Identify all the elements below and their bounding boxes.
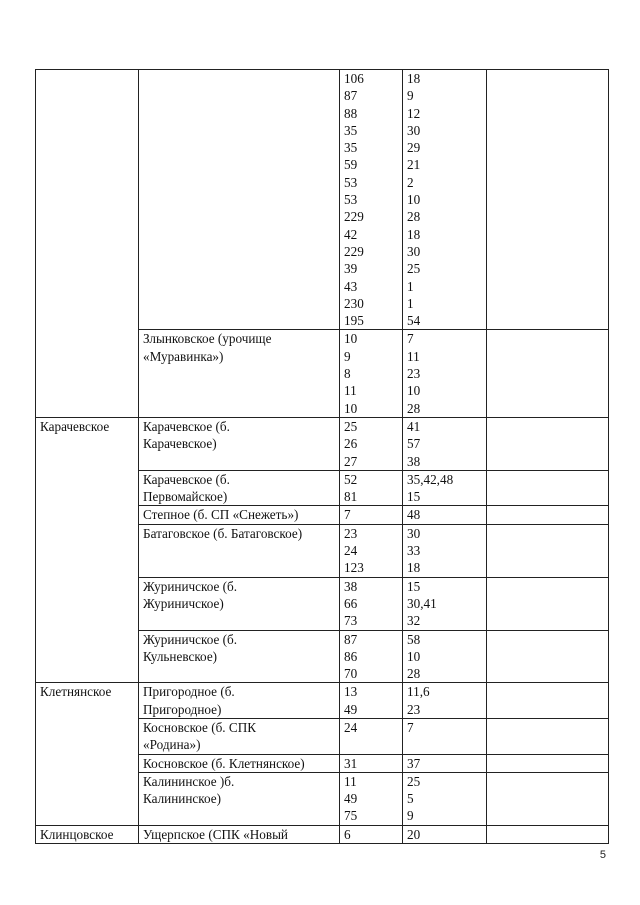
section-number: 81 <box>344 489 358 505</box>
settlement-cell <box>139 577 340 630</box>
lot-numbers-cell <box>403 754 487 772</box>
section-numbers-cell <box>340 683 403 719</box>
lot-number: 37 <box>407 755 421 771</box>
lot-number: 54 <box>407 313 421 329</box>
lot-number: 30 <box>407 122 421 138</box>
lot-number: 25 <box>407 773 421 789</box>
section-number: 39 <box>344 261 358 277</box>
lot-number: 7 <box>407 719 414 735</box>
district-cell: Клетнянское <box>36 683 139 825</box>
district-cell <box>36 70 139 418</box>
section-number: 13 <box>344 684 358 700</box>
lot-number: 35,42,48 <box>407 471 454 487</box>
settlement-line: Карачевское (б. <box>143 471 230 487</box>
section-number: 88 <box>344 105 358 121</box>
lot-numbers-cell <box>403 718 487 754</box>
settlement-line: Пригородное) <box>143 701 222 717</box>
section-number: 230 <box>344 295 364 311</box>
lot-number: 18 <box>407 226 421 242</box>
settlement-cell: Батаговское (б. Батаговское) <box>139 524 340 577</box>
empty-cell <box>487 330 609 417</box>
section-number: 75 <box>344 808 358 824</box>
settlement-line: «Муравинка») <box>143 348 224 364</box>
lot-number: 18 <box>407 71 421 86</box>
section-number: 106 <box>344 71 364 86</box>
section-number: 11 <box>344 773 357 789</box>
settlement-cell: Степное (б. СП «Снежеть») <box>139 506 340 524</box>
section-numbers-cell <box>340 630 403 683</box>
lot-numbers-cell <box>403 683 487 719</box>
lot-number: 1 <box>407 278 414 294</box>
section-number: 87 <box>344 88 358 104</box>
settlement-line: Журиничское (б. <box>143 631 238 647</box>
lot-number: 5 <box>407 791 414 807</box>
lot-number: 9 <box>407 88 414 104</box>
settlement-line: «Родина») <box>143 737 201 753</box>
section-number: 53 <box>344 192 358 208</box>
lot-number: 11,6 <box>407 684 430 700</box>
lot-numbers-cell <box>403 825 487 843</box>
lot-number: 9 <box>407 808 414 824</box>
section-number: 23 <box>344 525 358 541</box>
lot-number: 18 <box>407 560 421 576</box>
empty-cell <box>487 577 609 630</box>
lot-number: 25 <box>407 261 421 277</box>
section-number: 52 <box>344 471 358 487</box>
section-number: 35 <box>344 140 358 156</box>
section-number: 86 <box>344 648 358 664</box>
lot-number: 23 <box>407 701 421 717</box>
lot-number: 21 <box>407 157 421 173</box>
district-cell: Карачевское <box>36 417 139 682</box>
settlement-line: Кульневское) <box>143 648 218 664</box>
lot-numbers-cell <box>403 330 487 417</box>
settlement-cell: Ущерпское (СПК «Новый <box>139 825 340 843</box>
lot-number: 7 <box>407 331 414 347</box>
section-number: 10 <box>344 400 358 416</box>
section-number: 7 <box>344 507 351 523</box>
settlement-cell <box>139 772 340 825</box>
section-number: 53 <box>344 174 358 190</box>
district-cell: Клинцовское <box>36 825 139 843</box>
lot-number: 23 <box>407 366 421 382</box>
settlement-cell <box>139 630 340 683</box>
section-number: 11 <box>344 383 357 399</box>
lot-number: 2 <box>407 174 414 190</box>
section-number: 24 <box>344 719 358 735</box>
lot-number: 28 <box>407 666 421 682</box>
empty-cell <box>487 825 609 843</box>
lot-number: 20 <box>407 826 421 842</box>
table-row <box>36 825 609 843</box>
section-number: 8 <box>344 366 351 382</box>
page-number: 5 <box>599 849 606 861</box>
lot-number: 11 <box>407 348 420 364</box>
lot-numbers-cell <box>403 577 487 630</box>
section-number: 87 <box>344 631 358 647</box>
lot-number: 41 <box>407 418 421 434</box>
section-number: 49 <box>344 791 358 807</box>
section-number: 70 <box>344 666 358 682</box>
lot-number: 12 <box>407 105 421 121</box>
lot-numbers-cell <box>403 506 487 524</box>
settlement-line: Злынковское (урочище <box>143 331 272 347</box>
section-number: 38 <box>344 578 358 594</box>
section-number: 27 <box>344 453 358 469</box>
lot-number: 15 <box>407 489 421 505</box>
section-number: 229 <box>344 209 364 225</box>
settlement-line: Калининское )б. <box>143 773 235 789</box>
settlement-cell: Косновское (б. Клетнянское) <box>139 754 340 772</box>
settlement-cell <box>139 417 340 470</box>
settlement-line: Карачевское) <box>143 436 217 452</box>
section-number: 66 <box>344 595 358 611</box>
empty-cell <box>487 70 609 330</box>
lot-number: 10 <box>407 648 421 664</box>
section-number: 9 <box>344 348 351 364</box>
empty-cell <box>487 718 609 754</box>
section-number: 10 <box>344 331 358 347</box>
section-number: 43 <box>344 278 358 294</box>
lot-number: 57 <box>407 436 421 452</box>
settlement-cell <box>139 330 340 417</box>
empty-cell <box>487 683 609 719</box>
settlement-line: Журиничское (б. <box>143 578 238 594</box>
settlement-cell <box>139 70 340 330</box>
section-numbers-cell <box>340 330 403 417</box>
section-number: 73 <box>344 613 358 629</box>
settlement-cell <box>139 718 340 754</box>
empty-cell <box>487 506 609 524</box>
lot-number: 32 <box>407 613 421 629</box>
section-numbers-cell <box>340 754 403 772</box>
lot-number: 28 <box>407 209 421 225</box>
section-number: 31 <box>344 755 358 771</box>
lot-number: 29 <box>407 140 421 156</box>
section-numbers-cell <box>340 718 403 754</box>
lot-number: 48 <box>407 507 421 523</box>
table-row <box>36 70 609 330</box>
lot-number: 38 <box>407 453 421 469</box>
lot-numbers-cell <box>403 524 487 577</box>
section-numbers-cell <box>340 470 403 506</box>
table-row <box>36 683 609 719</box>
section-number: 26 <box>344 436 358 452</box>
settlement-line: Пригородное (б. <box>143 684 235 700</box>
section-number: 229 <box>344 243 364 259</box>
section-number: 25 <box>344 418 358 434</box>
lot-number: 33 <box>407 543 421 559</box>
settlement-line: Косновское (б. СПК <box>143 719 257 735</box>
settlement-line: Журиничское) <box>143 595 224 611</box>
lot-numbers-cell <box>403 470 487 506</box>
settlement-line: Карачевское (б. <box>143 418 230 434</box>
settlement-cell <box>139 683 340 719</box>
section-number: 123 <box>344 560 364 576</box>
lot-number: 30,41 <box>407 595 437 611</box>
section-numbers-cell <box>340 825 403 843</box>
land-plots-table <box>35 69 609 844</box>
section-number: 49 <box>344 701 358 717</box>
section-number: 35 <box>344 122 358 138</box>
lot-number: 10 <box>407 192 421 208</box>
section-numbers-cell <box>340 577 403 630</box>
lot-number: 30 <box>407 243 421 259</box>
table-row <box>36 417 609 470</box>
section-numbers-cell <box>340 506 403 524</box>
lot-number: 15 <box>407 578 421 594</box>
lot-number: 28 <box>407 400 421 416</box>
section-number: 59 <box>344 157 358 173</box>
lot-number: 1 <box>407 295 414 311</box>
section-numbers-cell <box>340 70 403 330</box>
section-numbers-cell <box>340 524 403 577</box>
section-number: 195 <box>344 313 364 329</box>
lot-number: 10 <box>407 383 421 399</box>
empty-cell <box>487 772 609 825</box>
settlement-cell <box>139 470 340 506</box>
settlement-line: Калининское) <box>143 791 221 807</box>
lot-number: 58 <box>407 631 421 647</box>
section-number: 6 <box>344 826 351 842</box>
table-body <box>36 70 609 844</box>
lot-numbers-cell <box>403 772 487 825</box>
lot-number: 30 <box>407 525 421 541</box>
lot-numbers-cell <box>403 70 487 330</box>
section-numbers-cell <box>340 417 403 470</box>
empty-cell <box>487 417 609 470</box>
lot-numbers-cell <box>403 417 487 470</box>
section-number: 42 <box>344 226 358 242</box>
section-numbers-cell <box>340 772 403 825</box>
empty-cell <box>487 754 609 772</box>
empty-cell <box>487 630 609 683</box>
settlement-line: Первомайское) <box>143 489 228 505</box>
empty-cell <box>487 524 609 577</box>
empty-cell <box>487 470 609 506</box>
lot-numbers-cell <box>403 630 487 683</box>
section-number: 24 <box>344 543 358 559</box>
